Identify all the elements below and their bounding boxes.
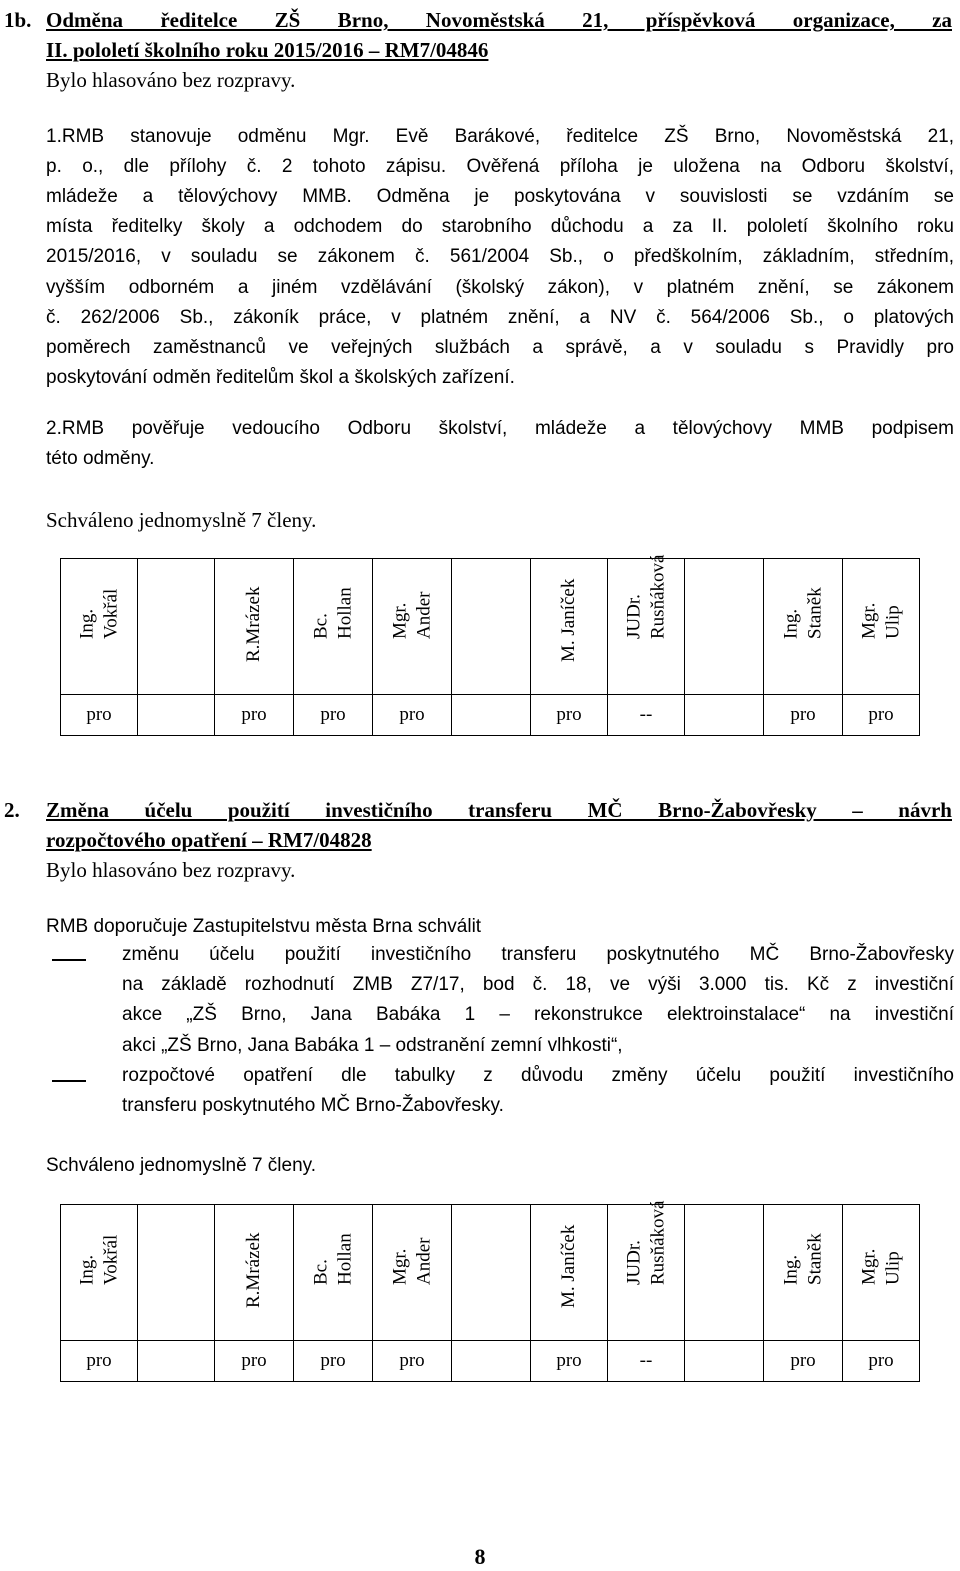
member-name: Ander xyxy=(413,1237,434,1285)
vote-table-values-row xyxy=(61,1341,920,1382)
member-name: Rusňáková xyxy=(647,1200,668,1285)
vote-value-cell: pro xyxy=(373,1341,452,1382)
vote-member-cell xyxy=(294,559,373,695)
vote-value-cell: -- xyxy=(608,695,685,736)
vote-member-cell xyxy=(531,1205,608,1341)
member-title: JUDr. xyxy=(623,1239,645,1285)
member-title: Mgr. xyxy=(858,602,880,639)
member-title: M. Janíček xyxy=(558,578,580,663)
vote-member-cell xyxy=(138,559,215,695)
page-number: 8 xyxy=(474,1544,486,1569)
member-name: Hollan xyxy=(334,1232,355,1285)
text-line: č. 262/2006 Sb., zákoník práce, v platném znění, a NV č. 564/2006 Sb., o platových xyxy=(46,306,954,328)
bullet-dash-1 xyxy=(52,959,86,961)
section-2-number: 2. xyxy=(4,798,20,822)
member-title: Mgr. xyxy=(858,1248,880,1285)
vote-member-cell xyxy=(452,1205,531,1341)
text-line: vyšším odborném a jiném vzdělávání (školský zákon), v platném znění, se zákonem xyxy=(46,276,954,298)
vote-member-cell xyxy=(452,559,531,695)
text-line: transferu poskytnutého MČ Brno-Žabovřesky. xyxy=(122,1095,504,1117)
vote-member-cell xyxy=(608,1200,685,1341)
section-1b-heading xyxy=(4,8,954,33)
section-2-approved: Schváleno jednomyslně 7 členy. xyxy=(46,1155,317,1176)
section-1b-title-line2: II. pololetí školního roku 2015/2016 – RM7/04846 xyxy=(46,38,489,62)
vote-member-cell xyxy=(215,559,294,695)
text-line: poskytování odměn ředitelům škol a školských zařízení. xyxy=(46,366,515,388)
vote-value-cell: pro xyxy=(843,1341,920,1382)
vote-value-cell: pro xyxy=(843,695,920,736)
section-1b-number: 1b. xyxy=(4,8,32,32)
vote-value-cell: pro xyxy=(531,1341,608,1382)
text-line: rozpočtové opatření dle tabulky z důvodu změny účelu použití investičního xyxy=(122,1065,954,1086)
vote-value-cell: pro xyxy=(764,695,843,736)
vote-value-cell xyxy=(452,1341,531,1382)
member-name: Vokřál xyxy=(100,1234,121,1285)
vote-member-cell xyxy=(215,1205,294,1341)
vote-member-cell xyxy=(138,1205,215,1341)
member-name: Hollan xyxy=(334,586,355,639)
vote-value-cell: pro xyxy=(373,695,452,736)
member-title: M. Janíček xyxy=(558,1224,580,1309)
vote-value-cell: pro xyxy=(531,695,608,736)
section-1b-approved: Schváleno jednomyslně 7 členy. xyxy=(46,508,317,532)
member-name: Ulip xyxy=(882,1250,903,1285)
text-line: na základě rozhodnutí ZMB Z7/17, bod č. 18, ve výši 3.000 tis. Kč z investiční xyxy=(122,974,954,996)
vote-member-cell xyxy=(531,559,608,695)
vote-value-cell xyxy=(452,695,531,736)
vote-member-cell xyxy=(373,1205,452,1341)
member-title: Ing. xyxy=(780,1254,802,1285)
member-title: Ing. xyxy=(780,608,802,639)
section-2-title-line1: Změna účelu použití investičního transferu MČ Brno-Žabovřesky – návrh xyxy=(46,798,952,822)
vote-member-cell xyxy=(61,1205,138,1341)
vote-value-cell xyxy=(685,695,764,736)
section-1b-title-line1: Odměna ředitelce ZŠ Brno, Novoměstská 21, příspěvková organizace, za xyxy=(46,8,952,32)
vote-value-cell: pro xyxy=(61,1341,138,1382)
vote-value-cell: pro xyxy=(764,1341,843,1382)
vote-member-cell xyxy=(373,559,452,695)
section-2-no-debate: Bylo hlasováno bez rozpravy. xyxy=(46,858,296,882)
text-line: 2015/2016, v souladu se zákonem č. 561/2004 Sb., o předškolním, základním, středním, xyxy=(46,246,954,268)
vote-value-cell xyxy=(138,1341,215,1382)
vote-value-cell: pro xyxy=(61,695,138,736)
vote-value-cell xyxy=(685,1341,764,1382)
vote-member-cell xyxy=(685,559,764,695)
vote-member-cell xyxy=(61,559,138,695)
vote-member-cell xyxy=(764,559,843,695)
member-name: Staněk xyxy=(804,586,825,639)
text-line: 2.RMB pověřuje vedoucího Odboru školství, mládeže a tělovýchovy MMB podpisem xyxy=(46,418,954,439)
text-line: místa ředitelky školy a odchodem do starobního důchodu a za II. pololetí školního roku xyxy=(46,216,954,238)
member-title: Mgr. xyxy=(389,1248,411,1285)
vote-value-cell: pro xyxy=(294,695,373,736)
text-line: poměrech zaměstnanců ve veřejných službách a správě, a v souladu s Pravidly pro xyxy=(46,336,954,358)
text-line: akce „ZŠ Brno, Jana Babáka 1 – rekonstrukce elektroinstalace“ na investiční xyxy=(122,1004,954,1026)
member-title: Bc. xyxy=(310,612,332,639)
member-title: Ing. xyxy=(76,1254,98,1285)
member-name: Staněk xyxy=(804,1232,825,1285)
section-2-title-line2: rozpočtového opatření – RM7/04828 xyxy=(46,828,372,852)
member-title: JUDr. xyxy=(623,593,645,639)
vote-value-cell: pro xyxy=(215,695,294,736)
section-2-heading xyxy=(4,798,954,823)
text-line: mládeže a tělovýchovy MMB. Odměna je poskytována v souvislosti se vzdáním se xyxy=(46,186,954,208)
vote-member-cell xyxy=(843,1205,920,1341)
vote-value-cell xyxy=(138,695,215,736)
section-2-intro: RMB doporučuje Zastupitelstvu města Brna schválit xyxy=(46,916,482,937)
bullet-dash-2 xyxy=(52,1080,86,1082)
vote-table-2 xyxy=(60,1200,920,1382)
vote-value-cell: -- xyxy=(608,1341,685,1382)
member-title: Mgr. xyxy=(389,602,411,639)
vote-table-names-row xyxy=(61,559,920,695)
member-title: Bc. xyxy=(310,1258,332,1285)
text-line: p. o., dle přílohy č. 2 tohoto zápisu. Ověřená příloha je uložena na Odboru školství, xyxy=(46,156,954,178)
member-title: R.Mrázek xyxy=(243,1232,265,1309)
member-name: Rusňáková xyxy=(647,554,668,639)
vote-value-cell: pro xyxy=(215,1341,294,1382)
text-line: 1.RMB stanovuje odměnu Mgr. Evě Barákové, ředitelce ZŠ Brno, Novoměstská 21, xyxy=(46,126,954,147)
vote-member-cell xyxy=(608,554,685,695)
vote-table-1 xyxy=(60,554,920,736)
text-line: změnu účelu použití investičního transferu poskytnutého MČ Brno-Žabovřesky xyxy=(122,944,954,965)
text-line: této odměny. xyxy=(46,448,155,469)
member-title: R.Mrázek xyxy=(243,586,265,663)
vote-value-cell: pro xyxy=(294,1341,373,1382)
member-name: Vokřál xyxy=(100,588,121,639)
section-1b-no-debate: Bylo hlasováno bez rozpravy. xyxy=(46,68,296,92)
member-title: Ing. xyxy=(76,608,98,639)
member-name: Ulip xyxy=(882,604,903,639)
vote-member-cell xyxy=(843,559,920,695)
vote-table-names-row xyxy=(61,1205,920,1341)
vote-member-cell xyxy=(764,1205,843,1341)
text-line: akci „ZŠ Brno, Jana Babáka 1 – odstranění zemní vlhkosti“, xyxy=(122,1034,623,1056)
vote-member-cell xyxy=(685,1205,764,1341)
member-name: Ander xyxy=(413,591,434,639)
vote-table-values-row xyxy=(61,695,920,736)
vote-member-cell xyxy=(294,1205,373,1341)
